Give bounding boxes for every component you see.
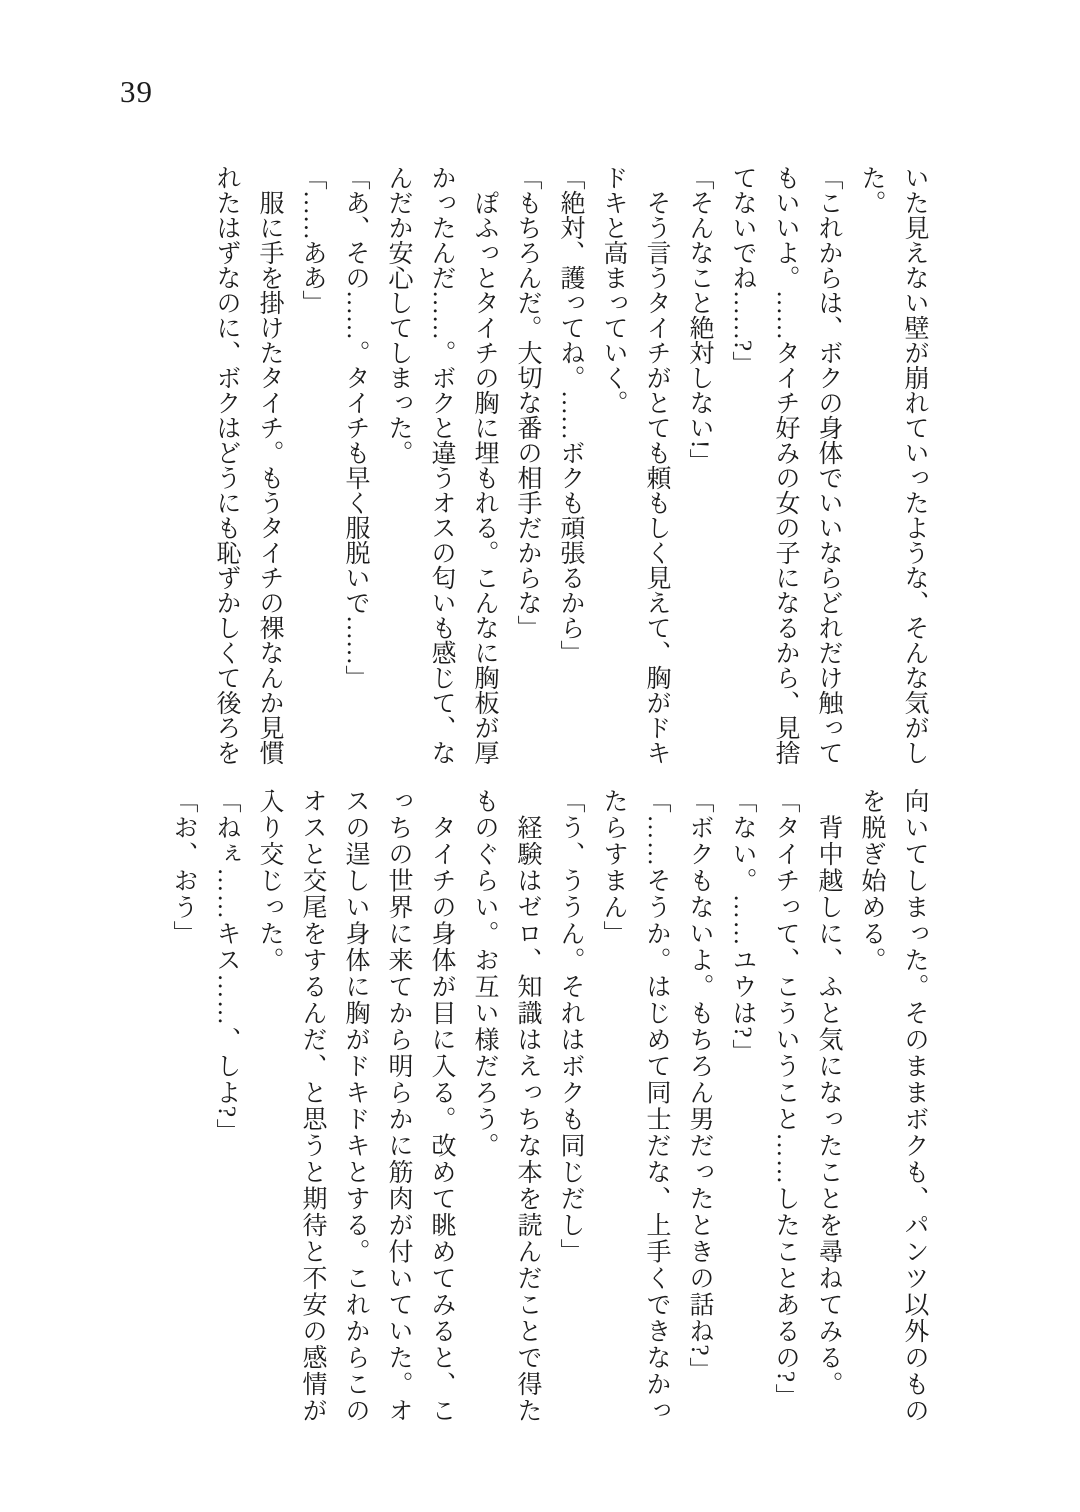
text-line: かったんだ……。ボクと違うオスの匂いも感じて、な: [428, 165, 455, 765]
text-line: 「そんなこと絶対しない!」: [686, 165, 713, 474]
text-line: そう言うタイチがとても頼もしく見えて、胸がドキ: [643, 165, 670, 765]
text-line: 「これからは、ボクの身体でいいならどれだけ触って: [815, 165, 842, 765]
text-line: 入り交じった。: [256, 788, 283, 974]
text-line: 「あ、その……。タイチも早く服脱いで……」: [342, 165, 369, 690]
text-line: てないでね……?」: [729, 165, 756, 377]
text-line: 背中越しに、ふと気になったことを尋ねてみる。: [815, 788, 842, 1398]
text-line: ぽふっとタイチの胸に埋もれる。こんなに胸板が厚: [471, 165, 498, 765]
text-line: 「……ああ」: [299, 165, 326, 315]
text-line: んだか安心してしまった。: [385, 165, 412, 465]
text-line: 経験はゼロ、知識はえっちな本を読んだことで得た: [514, 788, 541, 1424]
text-line: 「ボクもないよ。もちろん男だったときの話ね?」: [686, 788, 713, 1384]
text-line: を脱ぎ始める。: [858, 788, 885, 974]
text-line: いた見えない壁が崩れていったような、そんな気がし: [901, 165, 928, 765]
text-line: 「う、ううん。それはボクも同じだし」: [557, 788, 584, 1265]
text-line: たらすまん」: [600, 788, 627, 947]
text-line: オスと交尾をするんだ、と思うと期待と不安の感情が: [299, 788, 326, 1424]
text-line: 服に手を掛けたタイチ。もうタイチの裸なんか見慣: [256, 165, 283, 765]
text-block-lower: [162, 788, 936, 1438]
page-number: 39: [120, 74, 153, 109]
text-line: もいいよ。……タイチ好みの女の子になるから、見捨: [772, 165, 799, 765]
text-line: タイチの身体が目に入る。改めて眺めてみると、こ: [428, 788, 455, 1424]
text-line: れたはずなのに、ボクはどうにも恥ずかしくて後ろを: [213, 165, 240, 765]
text-line: ドキと高まっていく。: [600, 165, 627, 415]
text-line: 「お、おう」: [170, 788, 197, 947]
text-line: 「もちろんだ。大切な番の相手だからな」: [514, 165, 541, 640]
text-line: 「ない。……ユウは?」: [729, 788, 756, 1066]
text-line: 「タイチって、こういうこと……したことあるの?」: [772, 788, 799, 1411]
text-line: 「絶対、護ってね。……ボクも頑張るから」: [557, 165, 584, 665]
text-line: 「……そうか。はじめて同士だな、上手くできなかっ: [643, 788, 670, 1424]
text-line: 向いてしまった。そのままボクも、パンツ以外のもの: [901, 788, 928, 1424]
text-line: スの逞しい身体に胸がドキドキとする。これからこの: [342, 788, 369, 1424]
text-line: っちの世界に来てから明らかに筋肉が付いていた。オ: [385, 788, 412, 1424]
text-block-upper: [205, 165, 936, 780]
text-line: ものぐらい。お互い様だろう。: [471, 788, 498, 1159]
text-line: 「ねぇ……キス……、しよ?」: [213, 788, 240, 1146]
text-line: た。: [858, 165, 885, 215]
